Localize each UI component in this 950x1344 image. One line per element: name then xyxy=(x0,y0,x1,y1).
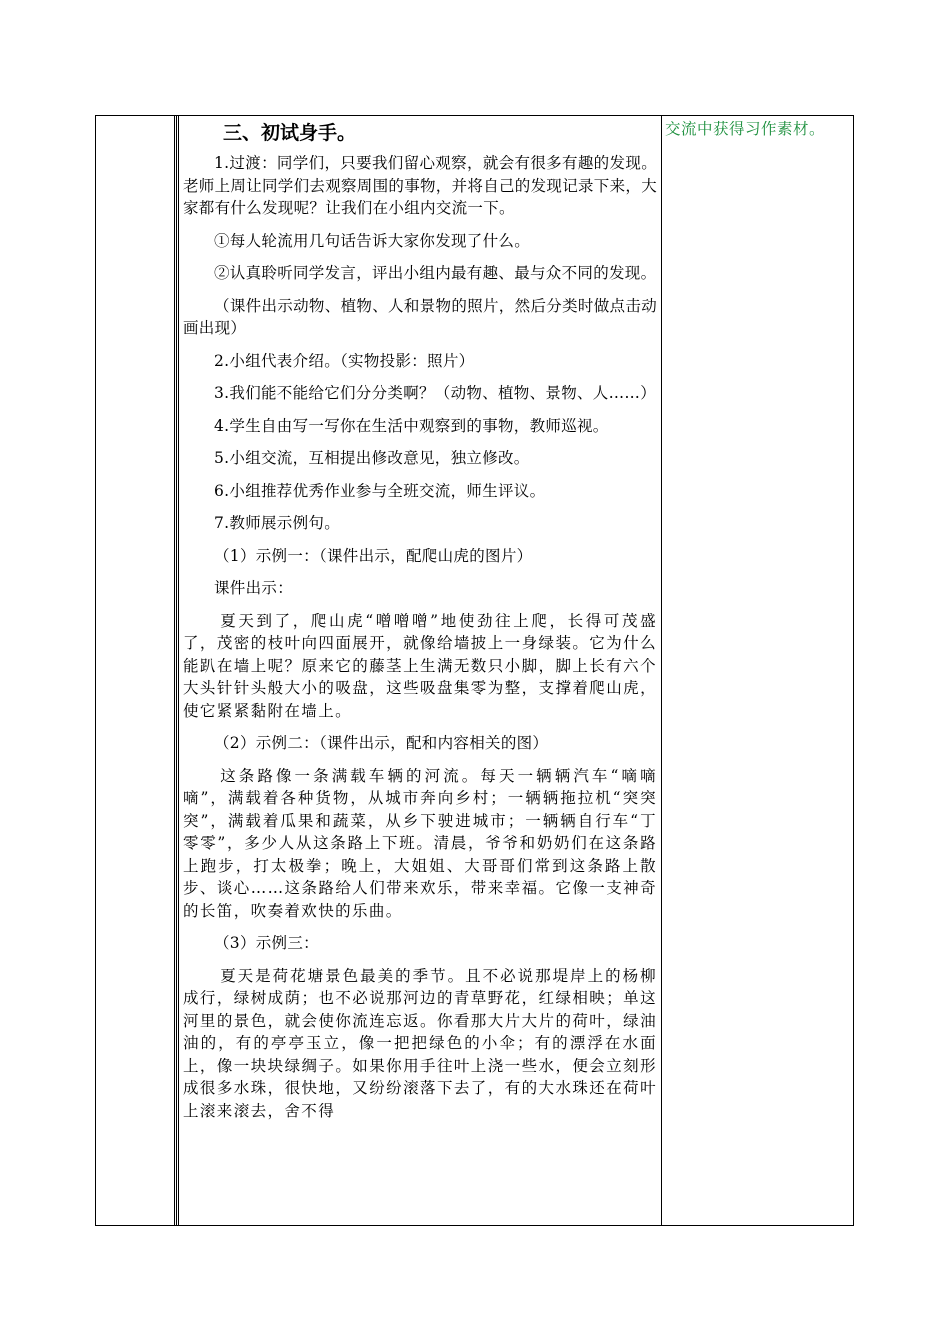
paragraph-item-6: 6.小组推荐优秀作业参与全班交流，师生评议。 xyxy=(214,481,546,500)
paragraph-item-4: 4.学生自由写一写你在生活中观察到的事物，教师巡视。 xyxy=(214,416,609,435)
paragraph-item-3: 3.我们能不能给它们分分类啊？（动物、植物、景物、人……） xyxy=(214,384,656,402)
paragraph-courseware-label: 课件出示： xyxy=(214,579,294,597)
content-body xyxy=(177,116,661,1122)
paragraph-courseware-note: （课件出示动物、植物、人和景物的照片，然后分类时做点击动画出现） xyxy=(183,296,657,337)
lesson-plan-table xyxy=(95,115,854,1226)
paragraph-step-a: ①每人轮流用几句话告诉大家你发现了什么。 xyxy=(214,231,531,250)
paragraph-example-3-title: （3）示例三： xyxy=(214,934,319,952)
section-heading: 三、初试身手。 xyxy=(223,122,357,144)
paragraph-step-b: ②认真聆听同学发言，评出小组内最有趣、最与众不同的发现。 xyxy=(214,264,657,282)
paragraph-example-2-title: （2）示例二：（课件出示，配和内容相关的图） xyxy=(214,734,549,752)
main-content-column xyxy=(177,116,662,1225)
paragraph-example-1-text: 夏天到了，爬山虎“噌噌噌”地使劲往上爬，长得可茂盛了，茂密的枝叶向四面展开，就像给墙披上一身绿装。它为什么能趴在墙上呢？原来它的藤茎上生满无数只小脚，脚上长有六个大头针针头般大小的吸盘，这些吸盘集零为整，支撑着爬山虎，使它紧紧黏附在墙上。 xyxy=(183,611,657,720)
paragraph-item-2: 2.小组代表介绍。（实物投影：照片） xyxy=(214,351,475,370)
paragraph-item-7: 7.教师展示例句。 xyxy=(214,514,340,532)
paragraph-transition: 1.过渡：同学们，只要我们留心观察，就会有很多有趣的发现。老师上周让同学们去观察周围的事物，并将自己的发现记录下来，大家都有什么发现呢？让我们在小组内交流一下。 xyxy=(183,154,658,217)
side-note: 交流中获得习作素材。 xyxy=(665,120,826,138)
paragraph-example-2-text: 这条路像一条满载车辆的河流。每天一辆辆汽车“嘀嘀嘀”，满载着各种货物，从城市奔向乡村；一辆辆拖拉机“突突突”，满载着瓜果和蔬菜，从乡下驶进城市；一辆辆自行车“丁零零”，多少人从这条路上下班。清晨，爷爷和奶奶们在这条路上跑步，打太极拳；晚上，大姐姐、大哥哥们常到这条路上散步、谈心……这条路给人们带来欢乐，带来幸福。它像一支神奇的长笛，吹奏着欢快的乐曲。 xyxy=(183,766,657,920)
paragraph-example-3-text: 夏天是荷花塘景色最美的季节。且不必说那堤岸上的杨柳成行，绿树成荫；也不必说那河边的青草野花，红绿相映；单这河里的景色，就会使你流连忘返。你看那大片大片的荷叶，绿油油的，有的亭亭玉立，像一把把绿色的小伞；有的漂浮在水面上，像一块块绿绸子。如果你用手往叶上浇一些水，便会立刻形成很多水珠，很快地，又纷纷滚落下去了，有的大水珠还在荷叶上滚来滚去，舍不得 xyxy=(183,966,657,1120)
paragraph-example-1-title: （1）示例一：（课件出示，配爬山虎的图片） xyxy=(214,546,533,565)
paragraph-item-5: 5.小组交流，互相提出修改意见，独立修改。 xyxy=(214,449,530,467)
remarks-column xyxy=(662,116,853,1225)
left-column xyxy=(96,116,177,1225)
